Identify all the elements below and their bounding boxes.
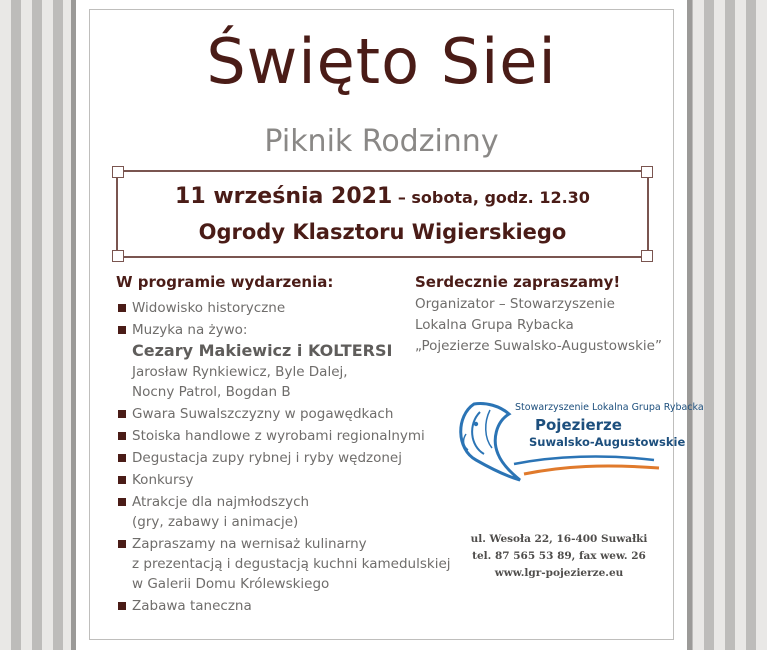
logo-org-name: Stowarzyszenie Lokalna Grupa Rybacka bbox=[515, 402, 704, 413]
frame-ornament bbox=[112, 166, 124, 178]
date-venue-box bbox=[116, 170, 649, 258]
poster bbox=[71, 0, 704, 650]
program-list bbox=[116, 298, 456, 618]
program-item: Gwara Suwalszczyzny w pogawędkach bbox=[116, 404, 456, 424]
organizer-line: Organizator – Stowarzyszenie bbox=[415, 296, 615, 312]
contact-website: www.lgr-pojezierze.eu bbox=[494, 567, 624, 579]
contact-phone: tel. 87 565 53 89, fax wew. 26 bbox=[472, 550, 646, 562]
program-item: Degustacja zupy rybnej i ryby wędzonej bbox=[116, 448, 456, 468]
event-title: Święto Siei bbox=[206, 25, 557, 98]
event-venue: Ogrody Klasztoru Wigierskiego bbox=[198, 220, 567, 244]
logo-subtitle: Suwalsko-Augustowskie bbox=[529, 435, 686, 449]
program-item: Muzyka na żywo: Cezary Makiewicz i KOLTERSI Jarosław Rynkiewicz, Byle Dalej, Nocny Patrol, Bogdan B bbox=[116, 320, 456, 402]
headliner: Cezary Makiewicz i KOLTERSI bbox=[132, 341, 393, 360]
organizer-line: „Pojezierze Suwalsko-Augustowskie” bbox=[415, 338, 662, 354]
frame-ornament bbox=[641, 166, 653, 178]
frame-ornament bbox=[641, 250, 653, 262]
event-date bbox=[118, 184, 647, 209]
contact-info bbox=[469, 531, 649, 582]
contact-address: ul. Wesoła 22, 16-400 Suwałki bbox=[470, 533, 648, 545]
program-item: Zabawa taneczna bbox=[116, 596, 456, 616]
program-item: Stoiska handlowe z wyrobami regionalnymi bbox=[116, 426, 456, 446]
program-item: Zapraszamy na wernisaż kulinarny z prezentacją i degustacją kuchni kamedulskiej w Galerii Domu Królewskiego bbox=[116, 534, 456, 594]
logo-title: Pojezierze bbox=[535, 416, 622, 434]
event-date-main: 11 września 2021 bbox=[175, 184, 393, 209]
organizer-logo bbox=[454, 394, 704, 486]
event-date-time: – sobota, godz. 12.30 bbox=[392, 188, 590, 207]
program-item: Atrakcje dla najmłodszych (gry, zabawy i animacje) bbox=[116, 492, 456, 532]
program-heading: W programie wydarzenia: bbox=[116, 273, 334, 291]
invite-heading: Serdecznie zapraszamy! bbox=[415, 273, 621, 291]
program-item: Konkursy bbox=[116, 470, 456, 490]
program-item: Widowisko historyczne bbox=[116, 298, 456, 318]
event-subtitle: Piknik Rodzinny bbox=[264, 124, 499, 159]
frame-ornament bbox=[112, 250, 124, 262]
organizer-line: Lokalna Grupa Rybacka bbox=[415, 317, 574, 333]
organizer-info bbox=[415, 294, 662, 357]
